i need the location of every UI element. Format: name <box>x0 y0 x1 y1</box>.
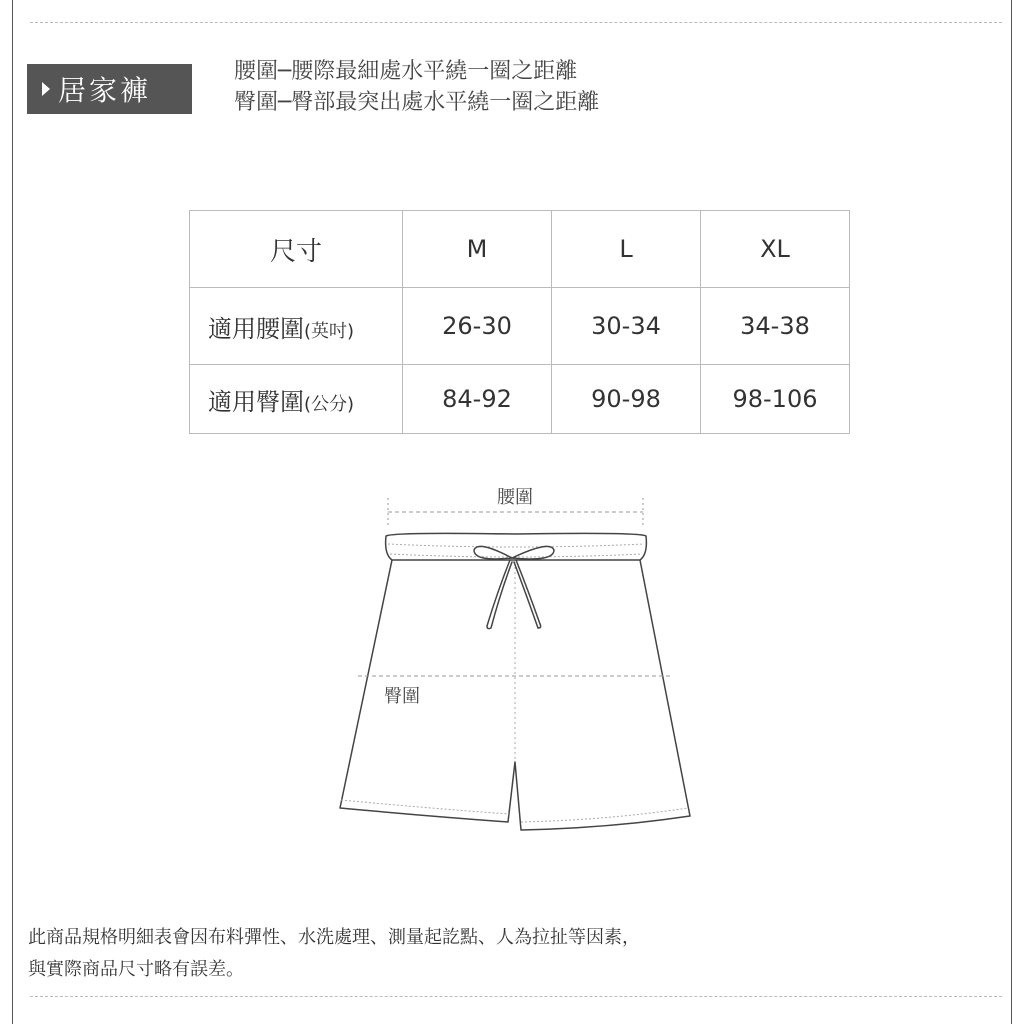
table-cell: 34-38 <box>701 288 850 365</box>
table-row <box>190 365 850 434</box>
waistband-stitching <box>388 544 644 557</box>
bottom-divider <box>30 996 1002 997</box>
hip-row-label: 適用臀圍(公分) <box>190 365 403 434</box>
waist-row-label: 適用腰圍(英吋) <box>190 288 403 365</box>
table-header-row <box>190 211 850 288</box>
size-xl-header: XL <box>701 211 850 288</box>
table-cell: 84-92 <box>403 365 552 434</box>
table-cell: 90-98 <box>552 365 701 434</box>
top-divider <box>30 22 1002 23</box>
table-cell: 26-30 <box>403 288 552 365</box>
table-cell: 30-34 <box>552 288 701 365</box>
table-row <box>190 288 850 365</box>
waist-definition: 腰圍─腰際最細處水平繞一圈之距離 <box>234 59 578 84</box>
drawstring-icon <box>474 546 554 628</box>
size-m-header: M <box>403 211 552 288</box>
hip-label: 臀圍 <box>384 686 420 707</box>
size-header-cell: 尺寸 <box>190 211 403 288</box>
hip-definition: 臀圍─臀部最突出處水平繞一圈之距離 <box>234 90 600 115</box>
disclaimer-note <box>28 922 640 986</box>
category-label: 居家褲 <box>58 74 152 107</box>
waist-label: 腰圍 <box>497 487 533 508</box>
measurement-definitions <box>234 56 599 118</box>
size-l-header: L <box>552 211 701 288</box>
disclaimer-line: 此商品規格明細表會因布料彈性、水洗處理、測量起訖點、人為拉扯等因素， <box>28 927 640 948</box>
triangle-right-icon <box>42 82 50 96</box>
disclaimer-line: 與實際商品尺寸略有誤差。 <box>28 959 244 980</box>
hip-unit: (公分) <box>304 393 355 415</box>
waist-unit: (英吋) <box>304 320 355 342</box>
table-cell: 98-106 <box>701 365 850 434</box>
hem-stitching <box>341 800 688 822</box>
shorts-diagram <box>0 470 1024 850</box>
category-tag <box>27 64 192 114</box>
size-table <box>189 210 850 434</box>
